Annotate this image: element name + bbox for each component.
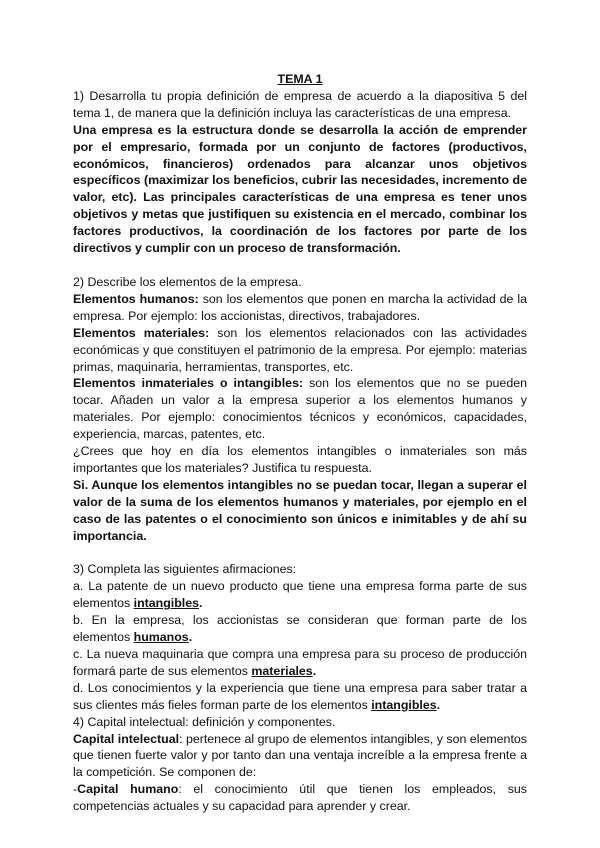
elementos-humanos-text: son los elementos que ponen en marcha la actividad de la empresa. Por ejemplo: los accionistas, directivos, trabajadores. xyxy=(73,291,527,323)
capital-humano-text: : el conocimiento útil que tienen los empleados, sus competencias actuales y su capacidad para aprender y crear. xyxy=(73,782,527,814)
capital-humano-term: Capital humano xyxy=(77,782,179,797)
q3-a-answer: intangibles xyxy=(133,596,200,611)
capital-humano-prefix: - xyxy=(73,782,78,797)
q2-subquestion: ¿Crees que hoy en día los elementos intangibles o inmateriales son más importantes que los materiales? Justifica tu respuesta. xyxy=(73,444,527,475)
q3-a-period: . xyxy=(199,596,203,611)
q3-d-text: d. Los conocimientos y la experiencia que tiene una empresa para saber tratar a sus clientes más fieles forman parte de los elementos xyxy=(73,680,527,712)
elementos-inmateriales xyxy=(73,375,527,443)
q3-b-answer: humanos xyxy=(133,630,189,645)
capital-humano xyxy=(73,781,527,815)
q3-item-a xyxy=(73,578,527,612)
spacer xyxy=(73,544,527,561)
q4-question: 4) Capital intelectual: definición y componentes. xyxy=(73,714,336,729)
q3-c-answer: materiales xyxy=(251,663,313,678)
page-title: TEMA 1 xyxy=(277,72,323,86)
q3-c-text: c. La nueva maquinaria que compra una empresa para su proceso de producción formará parte de sus elementos xyxy=(73,647,527,678)
q3-b-period: . xyxy=(188,630,193,645)
capital-intelectual xyxy=(73,731,527,782)
q1-answer: Una empresa es la estructura donde se desarrolla la acción de emprender por el empresario, formada por un conjunto de factores (productivos, económicos, financieros) ordenados para alcanzar unos objetivos específicos (maximizar los beneficios, cubrir las necesidades, incremento de valor, etc). Las principales características de una empresa es tener unos objetivos y metas que justifiquen su existencia en el mercado, combinar los factores productivos, la coordinación de los factores por parte de los directivos y cumplir con un proceso de transformación. xyxy=(73,122,527,256)
q3-c-period: . xyxy=(312,663,317,678)
elementos-inmateriales-term: Elementos inmateriales o intangibles: xyxy=(73,376,304,391)
capital-intelectual-text: : pertenece al grupo de elementos intangibles, y son elementos que tienen fuerte valor y por tanto dan una ventaja increíble a la empresa frente a la competición. Se componen de: xyxy=(73,731,527,780)
elementos-materiales xyxy=(73,325,527,376)
elementos-humanos xyxy=(73,291,527,325)
elementos-humanos-term: Elementos humanos: xyxy=(73,291,199,306)
q3-question: 3) Completa las siguientes afirmaciones: xyxy=(73,562,297,577)
elementos-materiales-term: Elementos materiales: xyxy=(73,325,210,340)
elementos-materiales-text: son los elementos relacionados con las actividades económicas y que constituyen el patrimonio de la empresa. Por ejemplo: materias primas, maquinaria, herramientas, transportes, etc. xyxy=(73,325,527,374)
q3-item-c xyxy=(73,646,527,680)
q3-d-answer: intangibles xyxy=(371,697,437,712)
q2-question: 2) Describe los elementos de la empresa. xyxy=(73,274,302,289)
capital-intelectual-term: Capital intelectual xyxy=(73,731,180,746)
q3-item-d xyxy=(73,680,527,714)
spacer xyxy=(73,257,527,274)
document-page xyxy=(73,71,527,815)
elementos-inmateriales-text: son los elementos que no se pueden tocar. Añaden un valor a la empresa superior a los elementos humanos y materiales. Por ejemplo: conocimientos técnicos y económicos, capacidades, experiencia, marcas, patentes, etc. xyxy=(73,376,527,442)
q1-question: 1) Desarrolla tu propia definición de empresa de acuerdo a la diapositiva 5 del tema 1, de manera que la definición incluya las características de una empresa. xyxy=(73,88,527,120)
q3-b-text: b. En la empresa, los accionistas se consideran que forman parte de los elementos xyxy=(73,613,527,645)
q3-a-text: a. La patente de un nuevo producto que tiene una empresa forma parte de sus elementos xyxy=(73,579,527,611)
q3-d-period: . xyxy=(436,697,441,712)
q3-item-b xyxy=(73,612,527,646)
q2-answer: Si. Aunque los elementos intangibles no se puedan tocar, llegan a superar el valor de la suma de los elementos humanos y materiales, por ejemplo en el caso de las patentes o el conocimiento son únicos e inimitables y de ahí su importancia. xyxy=(73,477,527,543)
